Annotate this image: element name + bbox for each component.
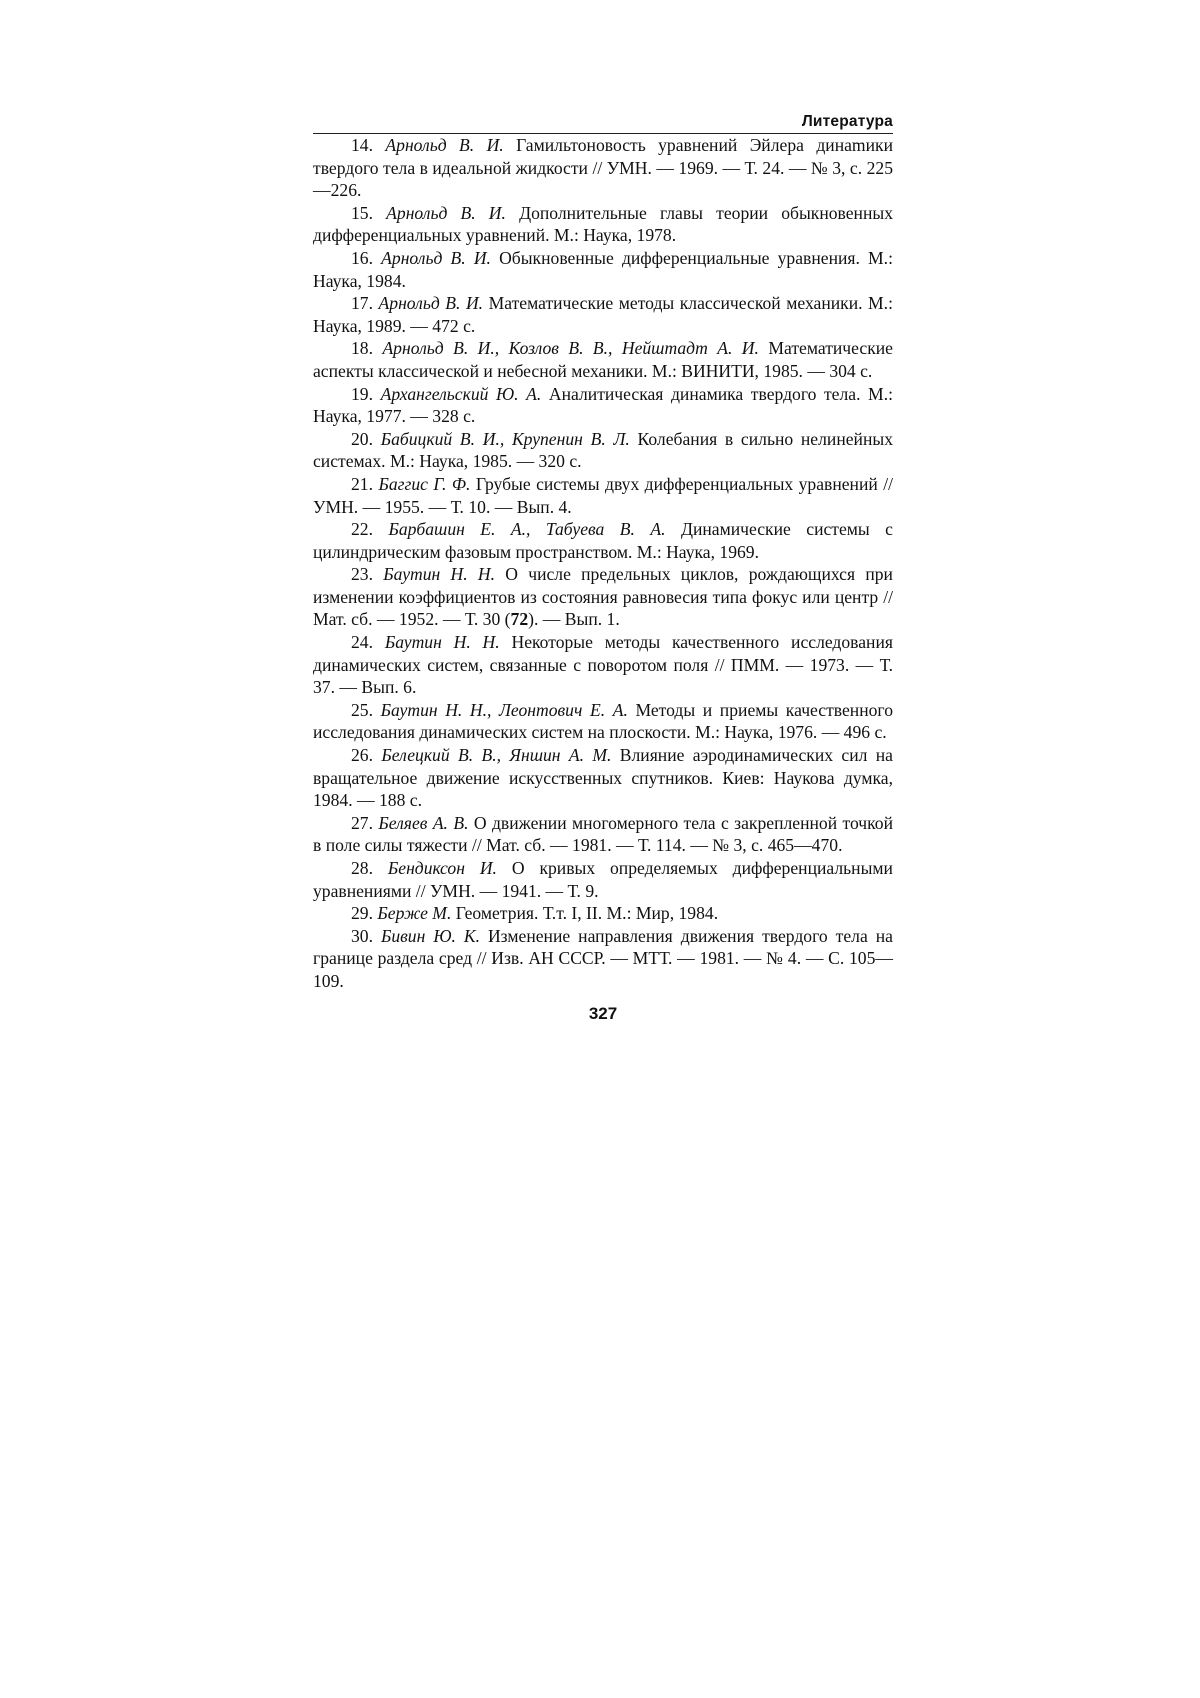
- reference-author: Арнольд В. И.: [386, 202, 506, 223]
- reference-author: Бивин Ю. К.: [381, 925, 480, 946]
- reference-number: 14.: [351, 135, 373, 155]
- reference-text: О числе предельных циклов, рождающихся при изменении коэффициентов из состояния равновесия типа фокус или центр // Мат. сб. — 1952. — Т. 30 (: [313, 564, 893, 630]
- reference-text: Некоторые методы качественного исследования динамических систем, связанные с поворотом поля // ПММ. — 1973. — Т. 37. — Вып. 6.: [313, 632, 893, 698]
- reference-text: Математические аспекты классической и небесной механики. М.: ВИНИТИ, 1985. — 304 с.: [313, 338, 893, 381]
- reference-text: Аналитическая динамика твердого тела. М.: Наука, 1977. — 328 с.: [313, 383, 893, 427]
- reference-item: [313, 337, 893, 382]
- reference-item: [313, 473, 893, 518]
- reference-number: 19.: [351, 383, 373, 404]
- reference-item: [313, 202, 893, 247]
- reference-number: 16.: [351, 247, 373, 268]
- reference-author: Арнольд В. И.: [378, 293, 484, 314]
- reference-author: Баутин Н. Н.: [384, 632, 500, 653]
- reference-text: Изменение направления движения твердого тела на границе раздела сред // Изв. АН СССР. — МТТ. — 1981. — № 4. — С. 105—109.: [313, 925, 893, 991]
- reference-text: Гамильтоновость уравнений Эйлера динаmики твердого тела в идеальной жидкости // УМН. — 1969. — Т. 24. — № 3, с. 225—226.: [313, 135, 893, 201]
- reference-item: [313, 134, 893, 202]
- reference-author: Арнольд В. И., Козлов В. В., Нейштадт А. И.: [382, 338, 759, 359]
- reference-author: Берже М.: [377, 903, 452, 924]
- reference-text: О движении многомерного тела с закрепленной точкой в поле силы тяжести // Мат. сб. — 1981. — Т. 114. — № 3, с. 465—470.: [313, 812, 894, 856]
- reference-number: 18.: [351, 338, 373, 359]
- reference-item: [313, 518, 893, 563]
- reference-author: Беляев А. В.: [378, 812, 469, 833]
- reference-author: Арнольд В. И.: [381, 247, 491, 268]
- reference-text: Грубые системы двух дифференциальных уравнений // УМН. — 1955. — Т. 10. — Вып. 4.: [313, 473, 894, 517]
- reference-number: 30.: [351, 925, 373, 946]
- reference-item: [313, 857, 893, 902]
- running-head: Литература: [313, 112, 893, 134]
- reference-item: [313, 428, 893, 473]
- reference-item: [313, 812, 893, 857]
- reference-text: Влияние аэродинамических сил на вращательное движение искусственных спутников. Киев: Наукова думка, 1984. — 188 с.: [313, 745, 893, 811]
- reference-item: [313, 699, 893, 744]
- reference-number: 27.: [351, 812, 373, 833]
- reference-text: Геометрия. Т.т. I, II. М.: Мир, 1984.: [455, 903, 719, 924]
- reference-author: Арнольд В. И.: [385, 135, 504, 155]
- reference-text: Математические методы классической механики. М.: Наука, 1989. — 472 с.: [313, 293, 893, 336]
- reference-item: [313, 902, 893, 925]
- reference-text-tail: ). — Вып. 1.: [528, 609, 620, 630]
- reference-number: 20.: [351, 428, 373, 449]
- reference-item: [313, 383, 893, 428]
- reference-item: [313, 292, 893, 337]
- reference-item: [313, 925, 893, 993]
- reference-number: 24.: [351, 632, 373, 653]
- reference-author: Баггис Г. Ф.: [378, 473, 471, 494]
- reference-number: 22.: [351, 519, 373, 540]
- reference-author: Бендиксон И.: [387, 858, 497, 878]
- reference-number: 29.: [351, 903, 373, 924]
- reference-text: Методы и приемы качественного исследования динамических систем на плоскости. М.: Наука, 1976. — 496 с.: [313, 699, 893, 743]
- reference-number: 23.: [351, 564, 373, 585]
- reference-number: 26.: [351, 745, 373, 766]
- page-number: 327: [588, 1003, 618, 1023]
- reference-bold-issue: 72: [510, 609, 529, 630]
- reference-author: Бабицкий В. И., Крупенин В. Л.: [380, 428, 630, 449]
- reference-number: 28.: [351, 858, 373, 878]
- reference-text: Обыкновенные дифференциальные уравнения. М.: Наука, 1984.: [313, 247, 893, 291]
- reference-author: Барбашин Е. А., Табуева В. А.: [388, 519, 666, 540]
- reference-list: [313, 134, 893, 993]
- reference-item: [313, 631, 893, 699]
- reference-author: Архангельский Ю. А.: [380, 383, 542, 404]
- reference-author: Баутин Н. Н.: [383, 564, 495, 585]
- reference-number: 21.: [351, 473, 373, 494]
- reference-author: Белецкий В. В., Яншин А. М.: [381, 745, 612, 766]
- reference-number: 17.: [351, 293, 373, 314]
- reference-text: Колебания в сильно нелинейных системах. М.: Наука, 1985. — 320 с.: [313, 428, 893, 472]
- reference-text: О кривых определяемых дифференциальными уравнениями // УМН. — 1941. — Т. 9.: [313, 858, 893, 901]
- reference-item: [313, 247, 893, 292]
- reference-number: 25.: [351, 699, 373, 720]
- reference-text: Динамические системы с цилиндрическим фазовым пространством. М.: Наука, 1969.: [313, 519, 893, 562]
- reference-text: Дополнительные главы теории обыкновенных дифференциальных уравнений. М.: Наука, 1978.: [313, 202, 894, 246]
- reference-author: Баутин Н. Н., Леонтович Е. А.: [380, 699, 628, 720]
- page-block: [313, 112, 893, 1025]
- reference-item: [313, 563, 893, 631]
- reference-number: 15.: [351, 202, 373, 223]
- reference-item: [313, 744, 893, 812]
